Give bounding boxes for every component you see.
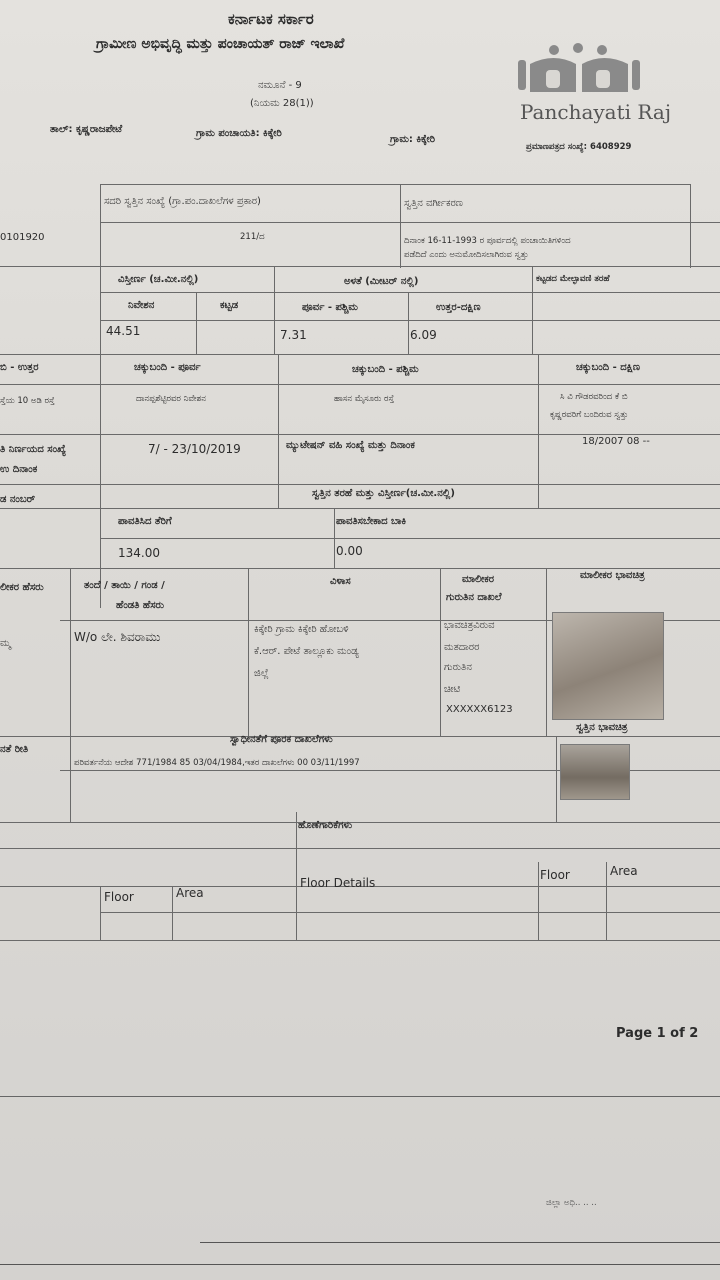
owner-id-value-4: ಚೀಟಿ <box>444 684 461 695</box>
relation-value: W/o ಲೇ. ಶಿವರಾಮು <box>74 630 161 644</box>
boundary-north-label: ಬಿ - ಉತ್ತರ <box>0 362 39 373</box>
address-line-3: ಜಿಲ್ಲೆ <box>254 668 269 679</box>
floor-details-label: Floor Details <box>300 876 376 890</box>
owner-id-label-2: ಗುರುತಿನ ದಾಖಲೆ <box>446 592 502 603</box>
owner-id-number: XXXXXX6123 <box>446 704 513 715</box>
relation-label-2: ಹೆಂಡತಿ ಹೆಸರು <box>116 600 165 611</box>
mutation-label: ಮ್ಯುಟೇಷನ್ ವಹಿ ಸಂಖ್ಯೆ ಮತ್ತು ದಿನಾಂಕ <box>286 440 415 451</box>
form-number: ನಮೂನೆ - 9 <box>258 80 302 91</box>
boundary-south-value-1: ಸಿ ವಿ ಗೌಡರವರಿಂದ ಕೆ ಬಿ <box>560 392 628 402</box>
site-label: ನಿವೇಶನ <box>128 300 155 311</box>
govt-title: ಕರ್ನಾಟಕ ಸರ್ಕಾರ <box>228 10 314 28</box>
resolution-value: 7/ - 23/10/2019 <box>148 442 241 456</box>
mutation-value: 18/2007 08 -- <box>582 436 650 447</box>
tax-due-value: 0.00 <box>336 544 363 558</box>
property-class-label: ಸ್ವತ್ತಿನ ವರ್ಗೀಕರಣ <box>404 198 463 209</box>
property-class-note-1: ದಿನಾಂಕ 16-11-1993 ರ ಪೂರ್ವದಲ್ಲಿ ಪಂಚಾಯಿತಿಗಳಿಂದ <box>404 236 571 246</box>
owner-name-value: ಮ್ಮ <box>0 638 11 649</box>
property-photo <box>560 744 630 800</box>
dept-title: ಗ್ರಾಮೀಣ ಅಭಿವೃದ್ಧಿ ಮತ್ತು ಪಂಚಾಯತ್ ರಾಜ್ ಇಲಾಖೆ <box>96 36 345 52</box>
owner-name-label: ಲೀಕರ ಹೆಸರು <box>0 582 44 593</box>
gram-panchayat: ಗ್ರಾಮ ಪಂಚಾಯತಿ: ಕಿಕ್ಕೇರಿ <box>196 128 282 139</box>
rule-number: (ನಿಯಮ 28(1)) <box>250 98 314 109</box>
boundary-east-value: ದಾನಪ್ಪಶೆಟ್ಟಿರವರ ನಿವೇಶನ <box>136 394 206 404</box>
ownership-docs-label: ಸ್ವಾಧೀನತೆಗೆ ಪೂರಕ ದಾಖಲೆಗಳು <box>230 734 333 745</box>
tax-due-label: ಪಾವತಿಸಬೇಕಾದ ಬಾಕಿ <box>336 516 407 527</box>
signature-scribble: ಜಿಲ್ಲಾ ಅಧಿ.. .. .. <box>546 1198 597 1208</box>
page-number: Page 1 of 2 <box>616 1026 699 1041</box>
resolution-label-2: ಉ ದಿನಾಂಕ <box>0 464 38 475</box>
address-line-2: ಕೆ.ಆರ್. ಪೇಟೆ ತಾಲ್ಲೂಕು ಮಂಡ್ಯ <box>254 646 359 657</box>
owner-photo-label: ಮಾಲೀಕರ ಭಾವಚಿತ್ರ <box>580 570 645 581</box>
liabilities-label: ಹೊಣೆಗಾರಿಕೆಗಳು <box>298 820 353 831</box>
owner-photo <box>552 612 664 720</box>
tax-paid-value: 134.00 <box>118 546 160 560</box>
boundary-east-label: ಚಕ್ಕುಬಂದಿ - ಪೂರ್ವ <box>134 362 201 373</box>
resolution-label-1: ತಿ ನಿರ್ಣಯದ ಸಂಖ್ಯೆ <box>0 444 67 455</box>
measurement-label: ಅಳತೆ (ಮೀಟರ್ ನಲ್ಲಿ) <box>344 276 419 287</box>
building-label: ಕಟ್ಟಡ <box>220 300 239 311</box>
boundary-south-label: ಚಕ್ಕುಬಂದಿ - ದಕ್ಷಿಣ <box>576 362 641 373</box>
property-type-area-label: ಸ್ವತ್ತಿನ ತರಹೆ ಮತ್ತು ವಿಸ್ತೀರ್ಣ(ಚ.ಮೀ.ನಲ್ಲಿ) <box>312 488 455 499</box>
address-label: ವಿಳಾಸ <box>330 576 351 587</box>
relation-label-1: ತಂದೆ / ತಾಯಿ / ಗಂಡ / <box>84 580 165 591</box>
floor-col-2: Floor <box>540 868 570 882</box>
north-south-label: ಉತ್ತರ-ದಕ್ಷಿಣ <box>436 302 481 313</box>
property-class-note-2: ಪಡೆದಿದೆ ಎಂದು ಅನುಮೋದಿಸಲಾಗಿರುವ ಸ್ವತ್ತು <box>404 250 529 260</box>
taluk: ತಾಲ್: ಕೃಷ್ಣರಾಜಪೇಟೆ <box>50 124 123 135</box>
north-south-value: 6.09 <box>410 328 437 342</box>
owner-id-value-3: ಗುರುತಿನ <box>444 662 472 673</box>
left-property-id: 0101920 <box>0 232 45 243</box>
property-number-label: ಸದರಿ ಸ್ವತ್ತಿನ ಸಂಖ್ಯೆ (ಗ್ರಾ.ಪಂ.ದಾಖಲೆಗಳ ಪ್ರಕಾರ) <box>104 196 261 207</box>
number-label: ಡ ನಂಬರ್ <box>0 494 36 505</box>
transfer-method-label: ನತೆ ರೀತಿ <box>0 744 29 755</box>
owner-id-value-1: ಭಾವಚಿತ್ರವಿರುವ <box>444 620 495 631</box>
owner-id-value-2: ಮತದಾರರ <box>444 642 480 653</box>
certificate-number: ಪ್ರಮಾಣಪತ್ರದ ಸಂಖ್ಯೆ: 6408929 <box>526 142 632 152</box>
area-label: ವಿಸ್ತೀರ್ಣ (ಚ.ಮೀ.ನಲ್ಲಿ) <box>118 274 199 285</box>
address-line-1: ಕಿಕ್ಕೇರಿ ಗ್ರಾಮ ಕಿಕ್ಕೇರಿ ಹೋಬಳಿ <box>254 624 349 635</box>
owner-id-label-1: ಮಾಲೀಕರ <box>462 574 495 585</box>
logo-text: Panchayati Raj <box>520 100 672 124</box>
boundary-north-value: ಸ್ತೆಯ 10 ಅಡಿ ರಸ್ತೆ <box>0 396 55 406</box>
east-west-value: 7.31 <box>280 328 307 342</box>
boundary-west-label: ಚಕ್ಕುಬಂದಿ - ಪಶ್ಚಿಮ <box>352 364 419 375</box>
village: ಗ್ರಾಮ: ಕಿಕ್ಕೇರಿ <box>390 134 436 145</box>
area-col-1: Area <box>176 886 204 900</box>
ownership-docs-value: ಪರಿವರ್ತನೆಯ ಆದೇಶ 771/1984 85 03/04/1984,ಇತರ ದಾಖಲೆಗಳು 00 03/11/1997 <box>74 758 360 768</box>
floor-col-1: Floor <box>104 890 134 904</box>
panchayati-raj-logo-icon <box>516 42 646 98</box>
east-west-label: ಪೂರ್ವ - ಪಶ್ಚಿಮ <box>302 302 358 313</box>
boundary-west-value: ಹಾಸನ ಮೈಸೂರು ರಸ್ತೆ <box>334 394 395 404</box>
boundary-south-value-2: ಕೃಷ್ಣರವರಿಗೆ ಬಂದಿರುವ ಸ್ವತ್ತು <box>550 410 629 420</box>
property-number-value: 211/ದ <box>240 232 265 242</box>
area-col-2: Area <box>610 864 638 878</box>
site-area-value: 44.51 <box>106 324 141 338</box>
property-photo-label: ಸ್ವತ್ತಿನ ಭಾವಚಿತ್ರ <box>576 722 628 733</box>
tax-paid-label: ಪಾವತಿಸಿದ ತೆರಿಗೆ <box>118 516 172 527</box>
building-type-label: ಕಟ್ಟಡದ ಮೇಲ್ಛಾವಣಿ ತರಹೆ <box>536 274 610 284</box>
